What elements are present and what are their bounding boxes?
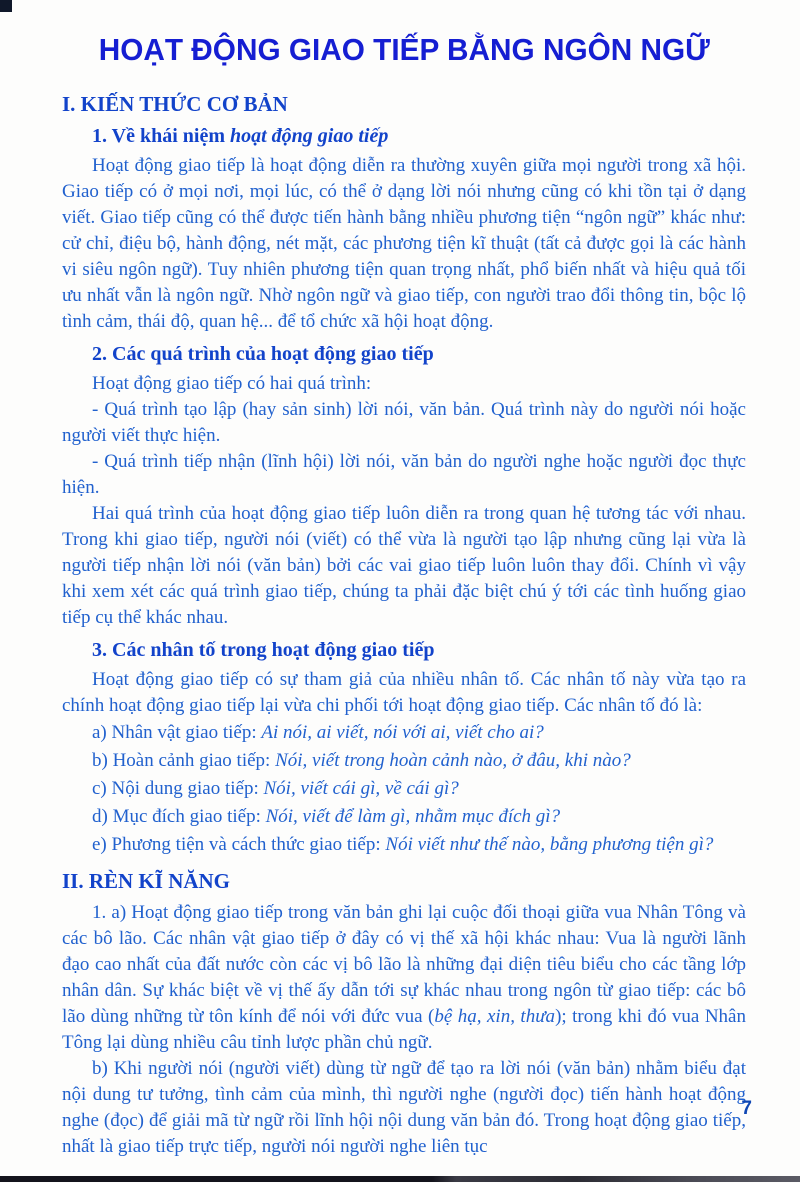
list-item-e — [92, 831, 746, 859]
scan-corner-artifact — [0, 0, 12, 12]
list-item-d-label: d) Mục đích giao tiếp: — [92, 806, 266, 827]
paragraph-khai-niem: Hoạt động giao tiếp là hoạt động diễn ra thường xuyên giữa mọi người trong xã hội. Giao tiếp có ở mọi nơi, mọi lúc, có thể ở dạng lời nói nhưng cũng có khi tồn tại ở dạng viết. Giao tiếp cũng có thể được tiến hành bằng nhiều phương tiện “ngôn ngữ” khác như: cử chỉ, điệu bộ, hành động, nét mặt, các phương tiện kĩ thuật (tất cả được gọi là các hành vi siêu ngôn ngữ). Tuy nhiên phương tiện quan trọng nhất, phổ biến nhất và hiệu quả tối ưu nhất vẫn là ngôn ngữ. Nhờ ngôn ngữ và giao tiếp, con người trao đổi thông tin, bộc lộ tình cảm, thái độ, quan hệ... để tổ chức xã hội hoạt động. — [62, 155, 746, 332]
section-heading-ren-ki-nang: II. RÈN KĨ NĂNG — [62, 869, 231, 893]
paragraph-hai-qua-trinh-intro: Hoạt động giao tiếp có hai quá trình: — [92, 373, 372, 394]
page-number: 7 — [741, 1098, 752, 1119]
list-item-d-question: Nói, viết để làm gì, nhằm mục đích gì? — [265, 806, 561, 827]
paragraph-1a — [62, 900, 746, 1056]
list-item-c — [92, 775, 746, 803]
list-item-b — [92, 747, 746, 775]
list-item-e-question: Nói viết như thế nào, bằng phương tiện gì? — [385, 834, 714, 855]
paragraph-1b: b) Khi người nói (người viết) dùng từ ngữ để tạo ra lời nói (văn bản) nhằm biểu đạt nội dung tư tưởng, tình cảm của mình, thì người nghe (người đọc) tiến hành hoạt động nghe (đọc) để giải mã từ ngữ rồi lĩnh hội nội dung văn bản đó. Trong hoạt động giao tiếp, nhất là giao tiếp trực tiếp, người nói người nghe liên tục — [62, 1058, 746, 1157]
subsection-heading-2: 2. Các quá trình của hoạt động giao tiếp — [92, 343, 434, 365]
paragraph-nhan-to: Hoạt động giao tiếp có sự tham giả của nhiều nhân tố. Các nhân tố này vừa tạo ra chính hoạt động giao tiếp lại vừa chi phối tới hoạt động giao tiếp. Các nhân tố đó là: — [62, 669, 746, 716]
subsection-1-italic: hoạt động giao tiếp — [229, 125, 389, 147]
paragraph-quan-he-tuong-tac: Hai quá trình của hoạt động giao tiếp luôn diễn ra trong quan hệ tương tác với nhau. Trong khi giao tiếp, người nói (viết) có thể vừa là người tạo lập nhưng cũng lại vừa là người tiếp nhận lời nói (văn bản) bởi các vai giao tiếp luôn luôn thay đổi. Chính vì vậy khi xem xét các quá trình giao tiếp, chúng ta phải đặc biệt chú ý tới các tình huống giao tiếp cụ thể khác nhau. — [62, 503, 746, 628]
subsection-1-prefix: 1. Về khái niệm — [92, 125, 230, 147]
scan-edge-artifact — [0, 1176, 800, 1182]
subsection-heading-1 — [92, 125, 746, 148]
page-title-text: HOẠT ĐỘNG GIAO TIẾP BẰNG NGÔN NGỮ — [98, 32, 710, 67]
bullet-qua-trinh-tiep-nhan: - Quá trình tiếp nhận (lĩnh hội) lời nói, văn bản do người nghe hoặc người đọc thực hiện. — [62, 451, 746, 498]
paragraph-1a-seg3: ); trong khi đó vua Nhân Tông lại dùng nhiều câu tỉnh lược phần chủ ngữ. — [62, 1006, 746, 1053]
list-item-d — [92, 803, 746, 831]
section-heading-kien-thuc: I. KIẾN THỨC CƠ BẢN — [62, 92, 288, 116]
paragraph-1a-seg1: 1. a) Hoạt động giao tiếp trong văn bản ghi lại cuộc đối thoại giữa vua Nhân Tông và các bô lão. Các nhân vật giao tiếp ở đây có vị thế xã hội khác nhau: Vua là người lãnh đạo cao nhất của đất nước còn các vị bô lão là những đại diện tiêu biểu cho các tầng lớp nhân dân. Sự khác biệt về vị thế ấy dẫn tới sự khác nhau trong ngôn từ giao tiếp: các bô lão dùng những từ tôn kính để nói với đức vua ( — [62, 902, 746, 1027]
list-item-b-question: Nói, viết trong hoàn cảnh nào, ở đâu, khi nào? — [275, 750, 631, 771]
list-item-a-label: a) Nhân vật giao tiếp: — [92, 722, 262, 743]
subsection-heading-3: 3. Các nhân tố trong hoạt động giao tiếp — [92, 639, 435, 661]
list-item-a — [92, 719, 746, 747]
list-item-b-label: b) Hoàn cảnh giao tiếp: — [92, 750, 276, 771]
list-item-c-label: c) Nội dung giao tiếp: — [92, 778, 264, 799]
list-item-a-question: Ai nói, ai viết, nói với ai, viết cho ai? — [261, 722, 544, 743]
list-item-c-question: Nói, viết cái gì, về cái gì? — [263, 778, 459, 799]
list-item-e-label: e) Phương tiện và cách thức giao tiếp: — [92, 834, 386, 855]
bullet-qua-trinh-tao-lap: - Quá trình tạo lập (hay sản sinh) lời nói, văn bản. Quá trình này do người nói hoặc người viết thực hiện. — [62, 399, 746, 446]
paragraph-1a-italic: bệ hạ, xin, thưa — [434, 1006, 556, 1027]
page-title — [62, 32, 746, 68]
